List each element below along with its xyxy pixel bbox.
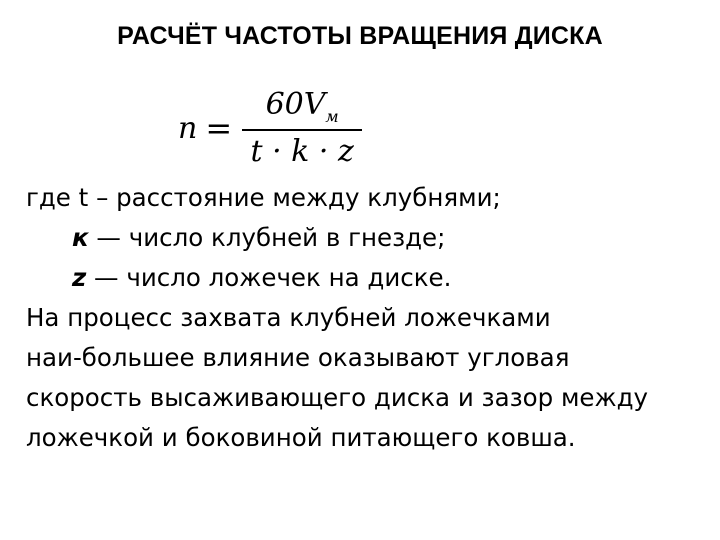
definition-k [26,218,706,258]
formula-numerator [260,87,345,127]
body-text [26,178,706,458]
formula-denominator: t · k · z [250,134,354,169]
variable-z: z [72,263,87,292]
formula-lhs: n [178,110,198,146]
formula-equals-sign: = [205,109,233,147]
paragraph-line-3: скорость высаживающего диска и зазор между [26,383,649,412]
paragraph-line-1: На процесс захвата клубней ложечками [26,303,551,332]
paragraph-line-4: ложечкой и боковиной питающего ковша. [26,423,576,452]
definition-z-text: — число ложечек на диске. [86,263,452,292]
paragraph-line-2: наи-большее влияние оказывают угловая [26,343,570,372]
definition-t: где t – расстояние между клубнями; [26,183,501,212]
definition-z [26,258,706,298]
formula-numerator-main: 60V [265,87,326,122]
formula-fraction [242,87,362,169]
frequency-formula [178,88,362,168]
variable-k: к [72,223,89,252]
fraction-bar [242,129,362,131]
definition-k-text: — число клубней в гнезде; [88,223,446,252]
slide-title: РАСЧЁТ ЧАСТОТЫ ВРАЩЕНИЯ ДИСКА [117,22,603,50]
formula-numerator-subscript: м [325,107,339,126]
